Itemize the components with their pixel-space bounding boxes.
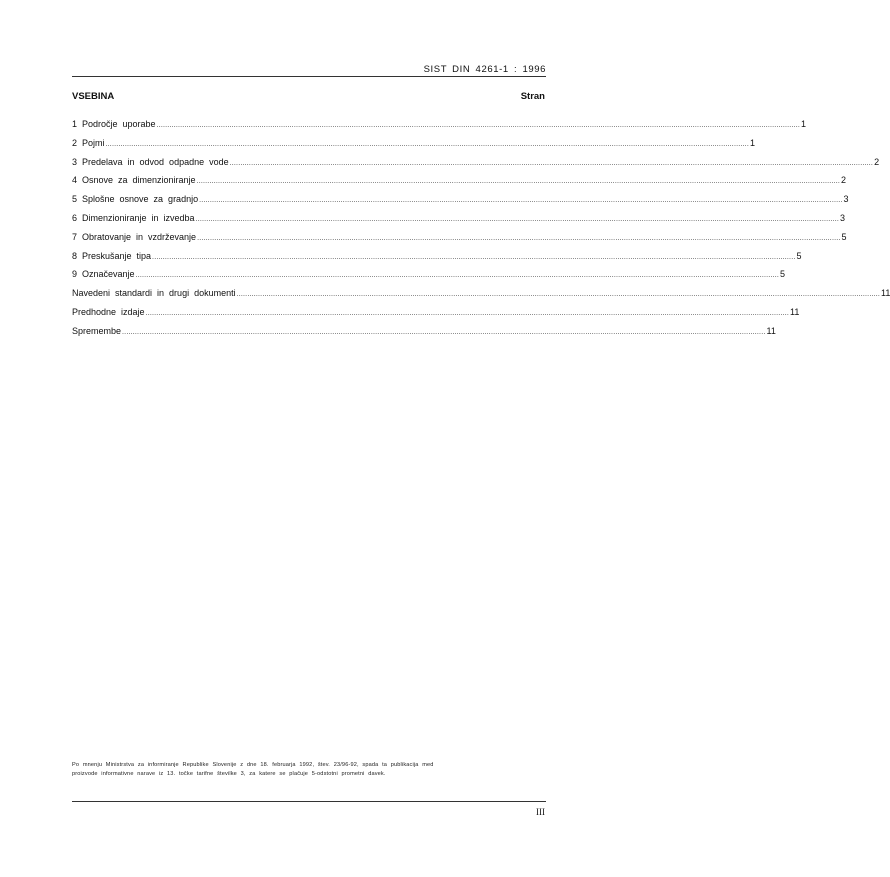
table-of-contents	[72, 119, 890, 345]
footnote-line-1: Po mnenju Ministrstva za informiranje Republike Slovenije z dne 18. februarja 1992, štev. 23/96-92, spada ta publikacija med	[72, 762, 434, 768]
toc-entry-label: 2 Pojmi	[72, 137, 105, 148]
toc-entry-label: Navedeni standardi in drugi dokumenti	[72, 288, 236, 299]
toc-entry-label: 6 Dimenzioniranje in izvedba	[72, 212, 195, 223]
toc-entry-page: 2	[841, 175, 847, 186]
toc-entry-page: 3	[840, 212, 846, 223]
toc-entry	[72, 288, 890, 307]
toc-entry-label: 7 Obratovanje in vzdrževanje	[72, 231, 197, 242]
toc-leader-dots: ............................................................................................................................................................................................................................................................................................................	[195, 215, 840, 223]
toc-entry	[72, 175, 847, 194]
toc-entry	[72, 231, 847, 251]
toc-entry-label: 1 Področje uporabe	[72, 119, 156, 129]
toc-entry-label: 9 Označevanje	[72, 269, 135, 280]
toc-entry-page: 5	[780, 269, 786, 280]
footnote-line-2: proizvode informativne narave iz 13. točke tarifne številke 3, za katere se plačuje 5-odstotni prometni davek.	[72, 771, 386, 777]
toc-leader-dots: ............................................................................................................................................................................................................................................................................................................	[105, 140, 749, 148]
toc-entry-label: 4 Osnove za dimenzioniranje	[72, 175, 196, 186]
toc-entry	[72, 250, 802, 270]
toc-entry	[72, 306, 800, 326]
toc-leader-dots: ............................................................................................................................................................................................................................................................................................................	[199, 197, 843, 205]
toc-entry-page: 11	[881, 288, 890, 299]
toc-entry-page: 3	[843, 194, 849, 205]
toc-leader-dots: ............................................................................................................................................................................................................................................................................................................	[122, 328, 766, 336]
toc-leader-dots: ............................................................................................................................................................................................................................................................................................................	[156, 122, 801, 129]
toc-leader-dots: ............................................................................................................................................................................................................................................................................................................	[196, 178, 841, 186]
page-number: III	[536, 807, 545, 817]
toc-entry	[72, 156, 880, 176]
toc-entry	[72, 137, 755, 157]
toc-leader-dots: ............................................................................................................................................................................................................................................................................................................	[236, 291, 881, 299]
toc-leader-dots: ............................................................................................................................................................................................................................................................................................................	[135, 272, 779, 280]
toc-entry-page: 2	[874, 156, 880, 167]
toc-entry	[72, 194, 849, 213]
toc-entry	[72, 325, 776, 345]
toc-page-column-label: Stran	[520, 91, 545, 102]
footnote	[72, 761, 546, 779]
toc-entry-label: 8 Preskušanje tipa	[72, 250, 152, 261]
toc-entry-page: 5	[796, 250, 802, 261]
toc-leader-dots: ............................................................................................................................................................................................................................................................................................................	[145, 309, 790, 317]
toc-entry-page: 1	[801, 119, 807, 129]
toc-leader-dots: ............................................................................................................................................................................................................................................................................................................	[152, 253, 796, 261]
toc-entry	[72, 119, 807, 138]
toc-title: VSEBINA	[72, 91, 115, 102]
document-id: SIST DIN 4261-1 : 1996	[423, 64, 546, 75]
toc-entry-page: 11	[766, 325, 776, 336]
header-rule	[72, 76, 546, 77]
toc-entry-label: Spremembe	[72, 325, 122, 336]
toc-entry-page: 1	[749, 137, 755, 148]
toc-entry-page: 5	[841, 231, 847, 242]
footer-rule	[72, 801, 546, 802]
toc-entry	[72, 269, 786, 288]
toc-entry	[72, 212, 846, 232]
toc-leader-dots: ............................................................................................................................................................................................................................................................................................................	[197, 234, 841, 242]
toc-entry-label: 3 Predelava in odvod odpadne vode	[72, 156, 229, 167]
toc-leader-dots: ............................................................................................................................................................................................................................................................................................................	[229, 159, 874, 167]
toc-entry-label: Predhodne izdaje	[72, 306, 145, 317]
toc-entry-label: 5 Splošne osnove za gradnjo	[72, 194, 199, 205]
toc-entry-page: 11	[790, 306, 800, 317]
